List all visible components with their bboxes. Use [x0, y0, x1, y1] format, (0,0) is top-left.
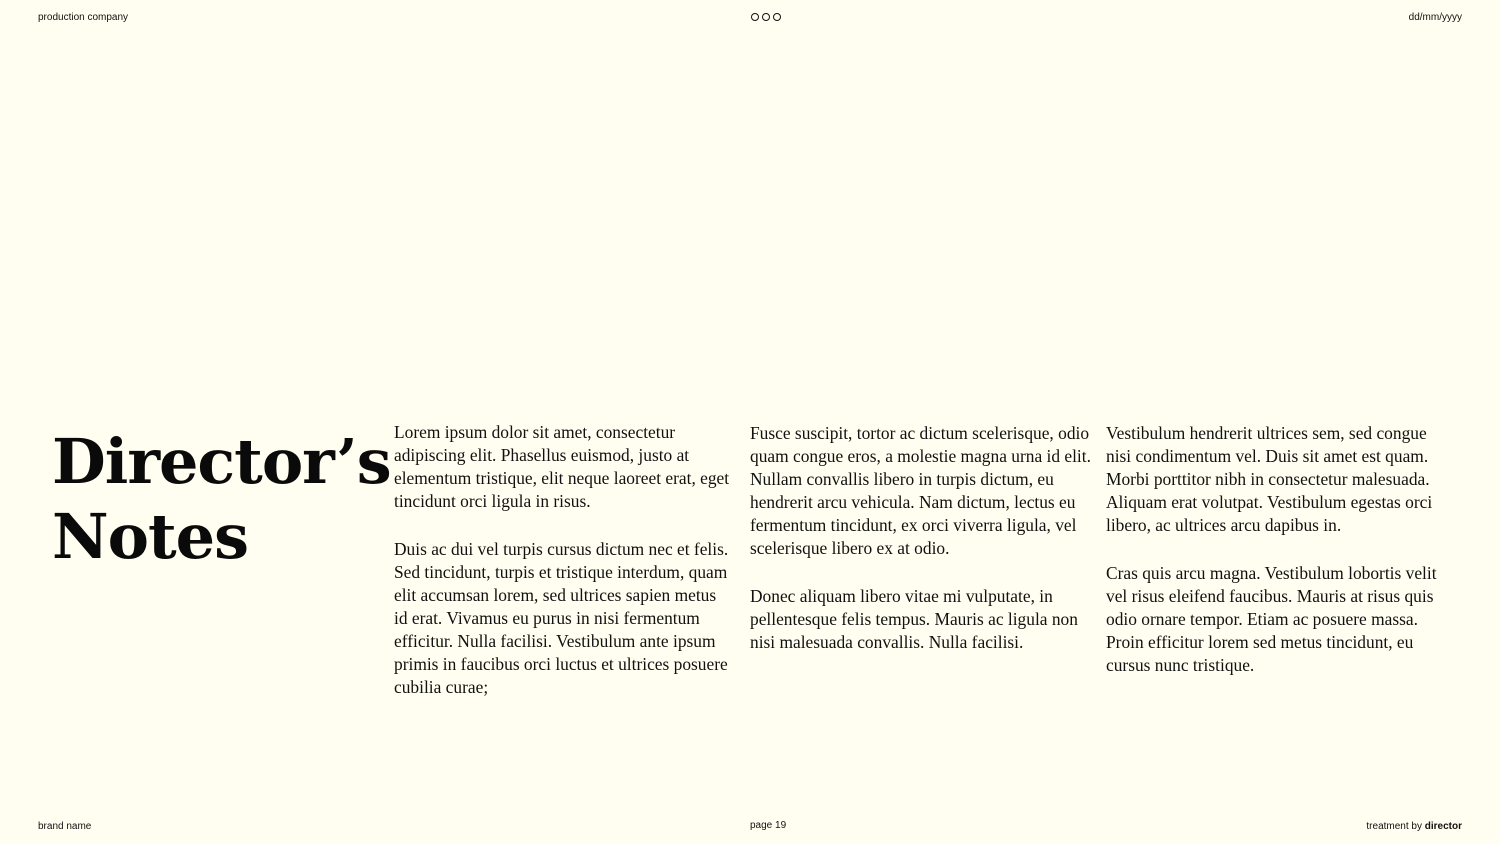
- page-title: [52, 424, 391, 574]
- text-column-1: [394, 421, 732, 724]
- paragraph: Cras quis arcu magna. Vestibulum lobortis velit vel risus eleifend faucibus. Mauris at risus quis odio ornare tempor. Etiam ac posuere massa. Proin efficitur lorem sed metus tincidunt, eu cursus nunc tristique.: [1106, 563, 1437, 675]
- paragraph: Duis ac dui vel turpis cursus dictum nec et felis. Sed tincidunt, turpis et tristique interdum, quam elit accumsan lorem, sed ultrices sapien metus id erat. Vivamus eu purus in nisi fermentum efficitur. Nulla facilisi. Vestibulum ante ipsum primis in faucibus orci luctus et ultrices posuere cubilia curae;: [394, 539, 729, 697]
- treatment-credit-prefix: treatment by: [1366, 821, 1425, 832]
- circle-icon: [773, 13, 781, 21]
- circle-icon: [762, 13, 770, 21]
- circle-icon: [751, 13, 759, 21]
- date-label: dd/mm/yyyy: [1408, 12, 1462, 23]
- page-title-line-1: Director’s: [52, 425, 391, 498]
- brand-name-label: brand name: [38, 821, 92, 832]
- paragraph: Lorem ipsum dolor sit amet, consectetur adipiscing elit. Phasellus euismod, justo at elementum tristique, elit neque laoreet erat, eget tincidunt orci ligula in risus.: [394, 422, 730, 511]
- paragraph: Vestibulum hendrerit ultrices sem, sed congue nisi condimentum vel. Duis sit amet est quam. Morbi porttitor nibh in consectetur malesuada. Aliquam erat volutpat. Vestibulum egestas orci libero, ac ultrices arcu dapibus in.: [1106, 423, 1433, 535]
- three-circles-icon: [751, 13, 781, 21]
- paragraph: Fusce suscipit, tortor ac dictum scelerisque, odio quam congue eros, a molestie magna urna id elit. Nullam convallis libero in turpis dictum, eu hendrerit arcu vehicula. Nam dictum, lectus eu fermentum tincidunt, ex orci viverra ligula, vel scelerisque libero ex at odio.: [750, 423, 1091, 558]
- treatment-credit: [1366, 821, 1462, 833]
- text-column-2: [750, 422, 1096, 679]
- treatment-credit-director: director: [1424, 821, 1462, 832]
- paragraph: Donec aliquam libero vitae mi vulputate, in pellentesque felis tempus. Mauris ac ligula non nisi malesuada convallis. Nulla facilisi.: [750, 586, 1078, 652]
- page-number: page 19: [750, 820, 787, 831]
- production-company-label: production company: [38, 12, 129, 23]
- page-title-line-2: Notes: [52, 500, 249, 573]
- text-column-3: [1106, 422, 1452, 702]
